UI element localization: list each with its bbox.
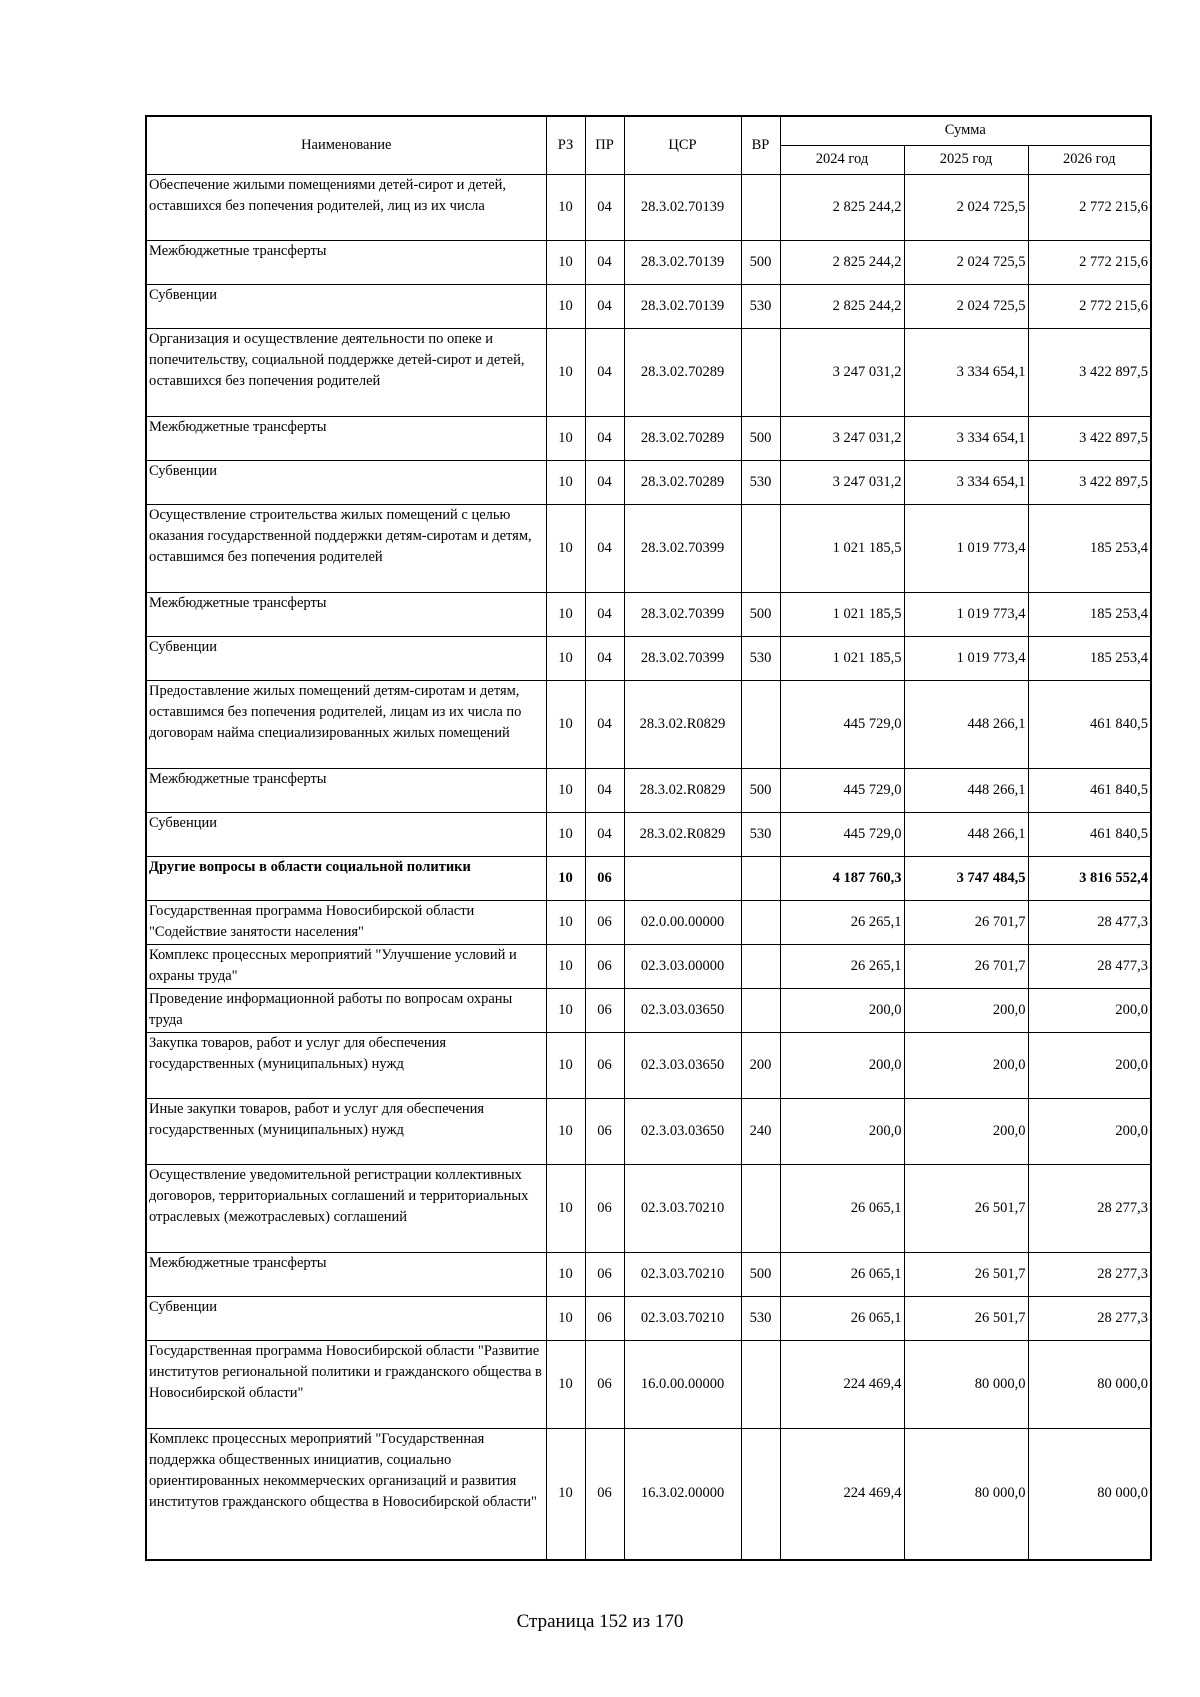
row-vr xyxy=(741,328,780,416)
row-csr: 02.3.03.70210 xyxy=(624,1252,741,1296)
row-name: Организация и осуществление деятельности по опеке и попечительству, социальной поддержке детей-сирот и детей, оставшихся без попечения родителей xyxy=(146,328,546,416)
row-pr: 06 xyxy=(585,988,624,1032)
row-rz: 10 xyxy=(546,856,585,900)
table-row xyxy=(146,812,1151,856)
row-amount-2026: 2 772 215,6 xyxy=(1028,240,1151,284)
row-amount-2025: 26 701,7 xyxy=(904,944,1028,988)
row-vr: 200 xyxy=(741,1032,780,1098)
row-name: Предоставление жилых помещений детям-сиротам и детям, оставшимся без попечения родителей, лицам из их числа по договорам найма специализированных жилых помещений xyxy=(146,680,546,768)
row-pr: 04 xyxy=(585,328,624,416)
row-name: Субвенции xyxy=(146,284,546,328)
row-csr: 16.3.02.00000 xyxy=(624,1428,741,1560)
row-pr: 06 xyxy=(585,944,624,988)
row-csr: 02.3.03.03650 xyxy=(624,988,741,1032)
row-csr: 02.0.00.00000 xyxy=(624,900,741,944)
row-name: Межбюджетные трансферты xyxy=(146,1252,546,1296)
row-amount-2024: 3 247 031,2 xyxy=(780,328,904,416)
row-name: Закупка товаров, работ и услуг для обеспечения государственных (муниципальных) нужд xyxy=(146,1032,546,1098)
row-vr xyxy=(741,944,780,988)
table-row xyxy=(146,1340,1151,1428)
row-amount-2025: 3 334 654,1 xyxy=(904,460,1028,504)
row-amount-2024: 1 021 185,5 xyxy=(780,592,904,636)
row-rz: 10 xyxy=(546,1032,585,1098)
row-amount-2024: 200,0 xyxy=(780,1032,904,1098)
row-name: Субвенции xyxy=(146,636,546,680)
row-amount-2026: 2 772 215,6 xyxy=(1028,174,1151,240)
row-rz: 10 xyxy=(546,900,585,944)
row-pr: 04 xyxy=(585,812,624,856)
row-pr: 06 xyxy=(585,1098,624,1164)
row-amount-2024: 2 825 244,2 xyxy=(780,240,904,284)
row-amount-2024: 26 265,1 xyxy=(780,944,904,988)
row-amount-2025: 3 747 484,5 xyxy=(904,856,1028,900)
row-amount-2026: 28 277,3 xyxy=(1028,1252,1151,1296)
header-pr: ПР xyxy=(585,116,624,174)
row-amount-2026: 3 422 897,5 xyxy=(1028,416,1151,460)
table-row xyxy=(146,1252,1151,1296)
row-name: Субвенции xyxy=(146,812,546,856)
row-amount-2025: 448 266,1 xyxy=(904,768,1028,812)
row-amount-2024: 2 825 244,2 xyxy=(780,174,904,240)
row-amount-2024: 2 825 244,2 xyxy=(780,284,904,328)
row-pr: 06 xyxy=(585,900,624,944)
table-row xyxy=(146,592,1151,636)
table-row xyxy=(146,1428,1151,1560)
row-amount-2024: 26 065,1 xyxy=(780,1252,904,1296)
row-csr: 28.3.02.70289 xyxy=(624,416,741,460)
row-rz: 10 xyxy=(546,416,585,460)
row-amount-2025: 2 024 725,5 xyxy=(904,284,1028,328)
row-vr xyxy=(741,856,780,900)
row-csr: 28.3.02.70139 xyxy=(624,174,741,240)
row-vr xyxy=(741,900,780,944)
row-rz: 10 xyxy=(546,680,585,768)
row-csr: 28.3.02.70399 xyxy=(624,592,741,636)
row-amount-2024: 200,0 xyxy=(780,988,904,1032)
header-year-2025: 2025 год xyxy=(904,145,1028,174)
table-body xyxy=(146,174,1151,1560)
row-name: Межбюджетные трансферты xyxy=(146,416,546,460)
row-amount-2025: 26 501,7 xyxy=(904,1164,1028,1252)
row-amount-2026: 3 816 552,4 xyxy=(1028,856,1151,900)
row-amount-2026: 185 253,4 xyxy=(1028,504,1151,592)
header-sum: Сумма xyxy=(780,116,1151,145)
row-amount-2026: 80 000,0 xyxy=(1028,1428,1151,1560)
row-amount-2024: 224 469,4 xyxy=(780,1428,904,1560)
row-amount-2025: 26 501,7 xyxy=(904,1252,1028,1296)
row-pr: 04 xyxy=(585,680,624,768)
row-amount-2026: 200,0 xyxy=(1028,988,1151,1032)
row-amount-2025: 1 019 773,4 xyxy=(904,504,1028,592)
row-csr: 28.3.02.R0829 xyxy=(624,768,741,812)
row-vr: 530 xyxy=(741,284,780,328)
row-amount-2025: 1 019 773,4 xyxy=(904,592,1028,636)
table-row xyxy=(146,416,1151,460)
row-name: Межбюджетные трансферты xyxy=(146,592,546,636)
row-name: Государственная программа Новосибирской области "Развитие институтов региональной политики и гражданского общества в Новосибирской области" xyxy=(146,1340,546,1428)
table-row xyxy=(146,944,1151,988)
row-vr: 500 xyxy=(741,416,780,460)
row-vr: 500 xyxy=(741,592,780,636)
row-name: Комплекс процессных мероприятий "Государственная поддержка общественных инициатив, социально ориентированных некоммерческих организаций и развития институтов гражданского общества в Новосибирской области" xyxy=(146,1428,546,1560)
table-row xyxy=(146,900,1151,944)
row-csr: 28.3.02.R0829 xyxy=(624,812,741,856)
table-row xyxy=(146,1296,1151,1340)
row-csr: 28.3.02.70399 xyxy=(624,636,741,680)
header-vr: ВР xyxy=(741,116,780,174)
row-vr: 530 xyxy=(741,636,780,680)
row-name: Субвенции xyxy=(146,1296,546,1340)
row-csr: 02.3.03.03650 xyxy=(624,1098,741,1164)
table-row xyxy=(146,504,1151,592)
row-amount-2024: 26 265,1 xyxy=(780,900,904,944)
row-pr: 04 xyxy=(585,768,624,812)
row-pr: 04 xyxy=(585,460,624,504)
row-vr: 530 xyxy=(741,460,780,504)
row-rz: 10 xyxy=(546,1428,585,1560)
row-amount-2025: 2 024 725,5 xyxy=(904,174,1028,240)
row-amount-2025: 3 334 654,1 xyxy=(904,416,1028,460)
row-rz: 10 xyxy=(546,768,585,812)
row-amount-2024: 445 729,0 xyxy=(780,680,904,768)
table-row xyxy=(146,284,1151,328)
row-pr: 06 xyxy=(585,1428,624,1560)
row-name: Осуществление уведомительной регистрации коллективных договоров, территориальных соглашений и территориальных отраслевых (межотраслевых) соглашений xyxy=(146,1164,546,1252)
row-amount-2026: 3 422 897,5 xyxy=(1028,328,1151,416)
row-amount-2026: 3 422 897,5 xyxy=(1028,460,1151,504)
row-rz: 10 xyxy=(546,988,585,1032)
table-row xyxy=(146,768,1151,812)
row-vr: 500 xyxy=(741,1252,780,1296)
row-vr xyxy=(741,1340,780,1428)
row-rz: 10 xyxy=(546,284,585,328)
row-amount-2025: 200,0 xyxy=(904,1032,1028,1098)
row-pr: 04 xyxy=(585,636,624,680)
row-pr: 06 xyxy=(585,1340,624,1428)
row-csr: 02.3.03.70210 xyxy=(624,1164,741,1252)
table-row xyxy=(146,240,1151,284)
page-number: Страница 152 из 170 xyxy=(516,1611,684,1632)
row-csr: 28.3.02.R0829 xyxy=(624,680,741,768)
row-vr: 530 xyxy=(741,1296,780,1340)
row-csr: 02.3.03.03650 xyxy=(624,1032,741,1098)
row-vr xyxy=(741,174,780,240)
row-rz: 10 xyxy=(546,174,585,240)
budget-table xyxy=(145,115,1152,1561)
table-row xyxy=(146,174,1151,240)
table-row xyxy=(146,988,1151,1032)
row-vr xyxy=(741,680,780,768)
row-rz: 10 xyxy=(546,240,585,284)
row-vr xyxy=(741,1428,780,1560)
table-row xyxy=(146,636,1151,680)
row-pr: 06 xyxy=(585,1296,624,1340)
row-csr xyxy=(624,856,741,900)
row-pr: 04 xyxy=(585,284,624,328)
row-amount-2024: 445 729,0 xyxy=(780,768,904,812)
row-name: Проведение информационной работы по вопросам охраны труда xyxy=(146,988,546,1032)
row-pr: 04 xyxy=(585,240,624,284)
row-amount-2026: 28 277,3 xyxy=(1028,1296,1151,1340)
row-rz: 10 xyxy=(546,592,585,636)
row-name: Межбюджетные трансферты xyxy=(146,240,546,284)
row-name: Осуществление строительства жилых помещений с целью оказания государственной поддержки детям-сиротам и детям, оставшимся без попечения родителей xyxy=(146,504,546,592)
row-name: Иные закупки товаров, работ и услуг для обеспечения государственных (муниципальных) нужд xyxy=(146,1098,546,1164)
header-rz: РЗ xyxy=(546,116,585,174)
row-pr: 06 xyxy=(585,856,624,900)
table-row xyxy=(146,680,1151,768)
row-name: Государственная программа Новосибирской области "Содействие занятости населения" xyxy=(146,900,546,944)
row-amount-2024: 445 729,0 xyxy=(780,812,904,856)
header-year-2024: 2024 год xyxy=(780,145,904,174)
header-csr: ЦСР xyxy=(624,116,741,174)
table-row xyxy=(146,1164,1151,1252)
row-amount-2024: 26 065,1 xyxy=(780,1164,904,1252)
row-vr: 500 xyxy=(741,240,780,284)
row-name: Субвенции xyxy=(146,460,546,504)
header-name: Наименование xyxy=(146,116,546,174)
row-amount-2025: 448 266,1 xyxy=(904,812,1028,856)
row-rz: 10 xyxy=(546,1340,585,1428)
row-csr: 28.3.02.70399 xyxy=(624,504,741,592)
row-amount-2024: 26 065,1 xyxy=(780,1296,904,1340)
row-amount-2024: 3 247 031,2 xyxy=(780,416,904,460)
row-pr: 04 xyxy=(585,416,624,460)
row-rz: 10 xyxy=(546,504,585,592)
row-name: Обеспечение жилыми помещениями детей-сирот и детей, оставшихся без попечения родителей, лиц из их числа xyxy=(146,174,546,240)
row-pr: 06 xyxy=(585,1164,624,1252)
row-amount-2026: 200,0 xyxy=(1028,1098,1151,1164)
table-row xyxy=(146,460,1151,504)
row-name: Комплекс процессных мероприятий "Улучшение условий и охраны труда" xyxy=(146,944,546,988)
row-csr: 28.3.02.70289 xyxy=(624,328,741,416)
row-pr: 04 xyxy=(585,174,624,240)
row-amount-2024: 1 021 185,5 xyxy=(780,504,904,592)
row-rz: 10 xyxy=(546,1164,585,1252)
row-amount-2026: 185 253,4 xyxy=(1028,592,1151,636)
row-vr: 530 xyxy=(741,812,780,856)
row-amount-2025: 1 019 773,4 xyxy=(904,636,1028,680)
row-amount-2025: 80 000,0 xyxy=(904,1428,1028,1560)
row-csr: 16.0.00.00000 xyxy=(624,1340,741,1428)
table-row xyxy=(146,856,1151,900)
row-name: Другие вопросы в области социальной политики xyxy=(146,856,546,900)
row-name: Межбюджетные трансферты xyxy=(146,768,546,812)
row-rz: 10 xyxy=(546,944,585,988)
row-amount-2026: 461 840,5 xyxy=(1028,812,1151,856)
row-amount-2026: 28 477,3 xyxy=(1028,900,1151,944)
row-amount-2025: 2 024 725,5 xyxy=(904,240,1028,284)
row-pr: 06 xyxy=(585,1032,624,1098)
row-amount-2026: 461 840,5 xyxy=(1028,680,1151,768)
table-row xyxy=(146,1098,1151,1164)
row-pr: 04 xyxy=(585,504,624,592)
row-amount-2024: 200,0 xyxy=(780,1098,904,1164)
row-rz: 10 xyxy=(546,636,585,680)
row-amount-2025: 3 334 654,1 xyxy=(904,328,1028,416)
row-amount-2026: 461 840,5 xyxy=(1028,768,1151,812)
row-amount-2025: 200,0 xyxy=(904,1098,1028,1164)
row-vr xyxy=(741,1164,780,1252)
row-amount-2024: 1 021 185,5 xyxy=(780,636,904,680)
row-amount-2024: 3 247 031,2 xyxy=(780,460,904,504)
row-csr: 02.3.03.70210 xyxy=(624,1296,741,1340)
row-csr: 02.3.03.00000 xyxy=(624,944,741,988)
row-rz: 10 xyxy=(546,460,585,504)
row-rz: 10 xyxy=(546,812,585,856)
row-csr: 28.3.02.70139 xyxy=(624,284,741,328)
row-pr: 04 xyxy=(585,592,624,636)
row-rz: 10 xyxy=(546,328,585,416)
row-amount-2025: 200,0 xyxy=(904,988,1028,1032)
row-vr xyxy=(741,504,780,592)
row-amount-2024: 224 469,4 xyxy=(780,1340,904,1428)
row-vr xyxy=(741,988,780,1032)
row-amount-2025: 448 266,1 xyxy=(904,680,1028,768)
row-rz: 10 xyxy=(546,1296,585,1340)
row-amount-2026: 28 477,3 xyxy=(1028,944,1151,988)
table-row xyxy=(146,1032,1151,1098)
row-amount-2025: 80 000,0 xyxy=(904,1340,1028,1428)
row-amount-2025: 26 501,7 xyxy=(904,1296,1028,1340)
row-amount-2025: 26 701,7 xyxy=(904,900,1028,944)
row-rz: 10 xyxy=(546,1098,585,1164)
row-pr: 06 xyxy=(585,1252,624,1296)
row-amount-2026: 200,0 xyxy=(1028,1032,1151,1098)
row-csr: 28.3.02.70289 xyxy=(624,460,741,504)
row-amount-2026: 185 253,4 xyxy=(1028,636,1151,680)
row-vr: 240 xyxy=(741,1098,780,1164)
row-amount-2026: 2 772 215,6 xyxy=(1028,284,1151,328)
row-amount-2024: 4 187 760,3 xyxy=(780,856,904,900)
header-year-2026: 2026 год xyxy=(1028,145,1151,174)
row-amount-2026: 28 277,3 xyxy=(1028,1164,1151,1252)
row-amount-2026: 80 000,0 xyxy=(1028,1340,1151,1428)
row-rz: 10 xyxy=(546,1252,585,1296)
row-csr: 28.3.02.70139 xyxy=(624,240,741,284)
table-row xyxy=(146,328,1151,416)
row-vr: 500 xyxy=(741,768,780,812)
